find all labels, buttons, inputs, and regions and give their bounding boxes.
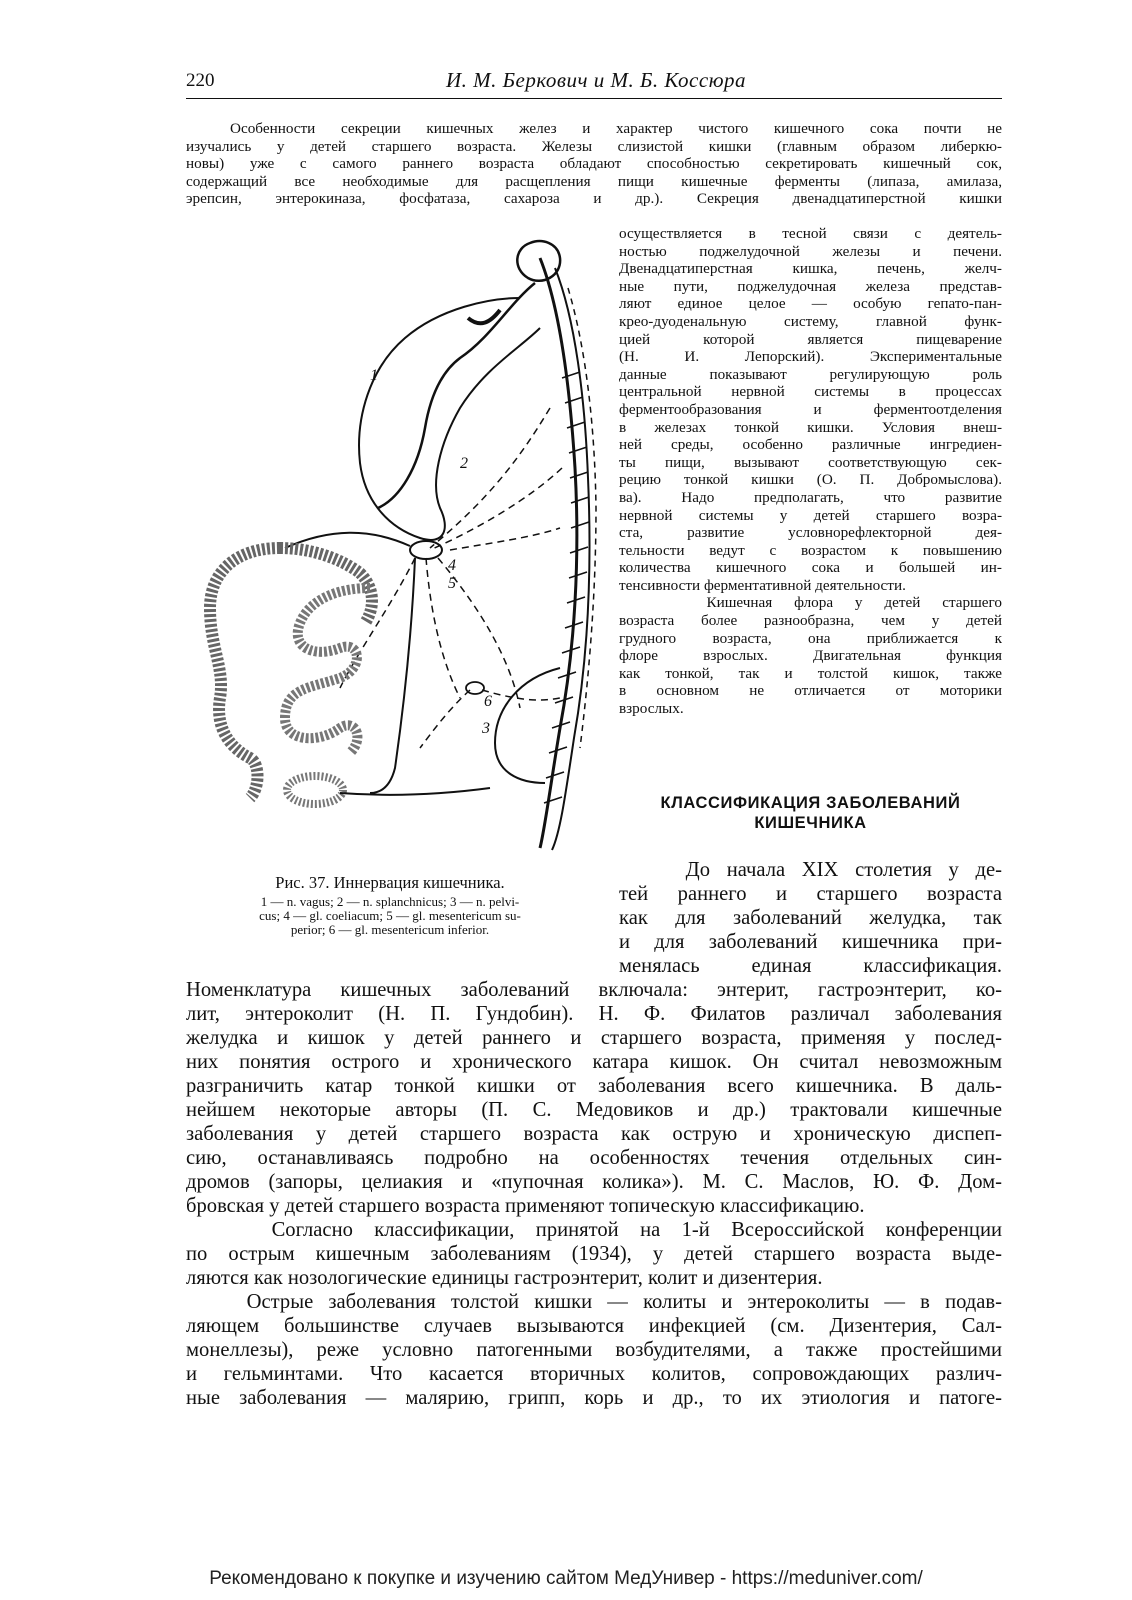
text-line: и гельминтами. Что касается вторичных колитов, сопровождающих различ- bbox=[186, 1363, 1002, 1385]
figure-label-6: 6 bbox=[484, 693, 492, 710]
text-line: новы) уже с самого раннего возраста обладают способностью секретировать кишечный сок, bbox=[186, 155, 1002, 173]
coeliac-ganglion bbox=[410, 541, 442, 559]
page-header bbox=[186, 66, 1002, 99]
text-line: них понятия острого и хронического катара кишок. Он считал невозможным bbox=[186, 1051, 1002, 1073]
text-line: ферментообразования и ферментоотделения bbox=[619, 400, 1002, 418]
text-line: ностью поджелудочной железы и печени. bbox=[619, 242, 1002, 260]
legend-line: cus; 4 — gl. coeliacum; 5 — gl. mesentericum su- bbox=[259, 908, 521, 923]
text-line: по острым кишечным заболеваниям (1934), у детей старшего возраста выде- bbox=[186, 1243, 1002, 1265]
legend-line: 1 — n. vagus; 2 — n. splanchnicus; 3 — n. pelvi- bbox=[260, 894, 520, 909]
innervation-figure bbox=[190, 228, 610, 868]
footer-note: Рекомендовано к покупке и изучению сайтом МедУнивер - https://meduniver.com/ bbox=[209, 1568, 923, 1589]
text-line: изучались у детей старшего возраста. Железы слизистой кишки (главным образом либеркю- bbox=[186, 137, 1002, 155]
text-line: Номенклатура кишечных заболеваний включала: энтерит, гастроэнтерит, ко- bbox=[186, 979, 1002, 1001]
text-line: рецию тонкой кишки (О. П. Добромыслова). bbox=[619, 471, 1002, 489]
small-intestine bbox=[285, 588, 370, 753]
text-line: тельности ведут с возрастом к повышению bbox=[619, 541, 1002, 559]
rectum bbox=[287, 776, 343, 804]
text-line: осуществляется в тесной связи с деятель- bbox=[619, 225, 1002, 242]
heading-line: КИШЕЧНИКА bbox=[754, 814, 867, 832]
text-line: сию, останавливаясь подробно на особенностях течения отдельных син- bbox=[186, 1147, 1002, 1169]
text-line: содержащий все необходимые для расщепления пищи кишечные ферменты (липаза, амилаза, bbox=[186, 172, 1002, 190]
legend-line: perior; 6 — gl. mesentericum inferior. bbox=[290, 922, 490, 937]
figure-label-3: 3 bbox=[482, 720, 490, 737]
text-line: дромов (запоры, целиакия и «пупочная колика»). М. С. Маслов, Ю. Ф. Дом- bbox=[186, 1171, 1002, 1193]
text-line: разграничить катар тонкой кишки от заболевания всего кишечника. В даль- bbox=[186, 1075, 1002, 1097]
text-line: грудного возраста, она приближается к bbox=[619, 629, 1002, 647]
text-line: Особенности секреции кишечных желез и характер чистого кишечного сока почти не bbox=[230, 120, 1002, 137]
text-line: центральной нервной системы в процессах bbox=[619, 383, 1002, 401]
text-line: в железах тонкой кишки. Условия внеш- bbox=[619, 418, 1002, 436]
text-line: количества кишечного сока и большей ин- bbox=[619, 559, 1002, 577]
text-line: как тонкой, так и толстой кишок, также bbox=[619, 664, 1002, 682]
text-line: данные показывают регулирующую роль bbox=[619, 365, 1002, 383]
text-line: ва). Надо предполагать, что развитие bbox=[619, 488, 1002, 506]
text-line: Двенадцатиперстная кишка, печень, желч- bbox=[619, 260, 1002, 278]
text-line: тей раннего и старшего возраста bbox=[619, 883, 1002, 905]
text-line: возраста более разнообразна, чем у детей bbox=[619, 612, 1002, 630]
text-line: Острые заболевания толстой кишки — колиты и энтероколиты — в подав- bbox=[186, 1291, 1002, 1313]
right-column-text bbox=[619, 225, 1002, 718]
text-line: Согласно классификации, принятой на 1-й Всероссийской конференции bbox=[186, 1219, 1002, 1241]
figure-label-2: 2 bbox=[460, 455, 468, 472]
text-line: (Н. И. Лепорский). Экспериментальные bbox=[619, 348, 1002, 366]
text-line: взрослых. bbox=[619, 700, 684, 718]
figure-label-1: 1 bbox=[370, 367, 378, 384]
brain-stem bbox=[517, 241, 560, 281]
vagus-nerve bbox=[378, 283, 535, 508]
text-line: монеллезы), реже условно патогенными возбудителями, а также простейшими bbox=[186, 1339, 1002, 1361]
colon bbox=[210, 548, 280, 798]
figure-label-5: 5 bbox=[448, 575, 456, 592]
page-number: 220 bbox=[186, 70, 215, 91]
text-line: и для заболеваний кишечника при- bbox=[619, 931, 1002, 953]
text-line: ляются как нозологические единицы гастроэнтерит, колит и дизентерия. bbox=[186, 1267, 823, 1289]
text-line: нервной системы у детей старшего возра- bbox=[619, 506, 1002, 524]
text-line: лит, энтероколит (Н. П. Гундобин). Н. Ф. Филатов различал заболевания bbox=[186, 1003, 1002, 1025]
section-heading bbox=[619, 793, 1002, 833]
text-line: крео-дуоденальную систему, главной функ- bbox=[619, 312, 1002, 330]
text-line: флоре взрослых. Двигательная функция bbox=[619, 647, 1002, 665]
main-body-text bbox=[186, 978, 1002, 1410]
text-line: как для заболеваний желудка, так bbox=[619, 907, 1002, 929]
text-line: До начала XIX столетия у де- bbox=[619, 859, 1002, 881]
text-line: ней среды, особенно различные ингредиен- bbox=[619, 436, 1002, 454]
text-line: ные заболевания — малярию, грипп, корь и др., то их этиология и патоге- bbox=[186, 1387, 1002, 1409]
text-line: ляющем большинстве случаев вызываются инфекцией (см. Дизентерия, Сал- bbox=[186, 1315, 1002, 1337]
text-line: цией которой является пищеварение bbox=[619, 330, 1002, 348]
heading-line: КЛАССИФИКАЦИЯ ЗАБОЛЕВАНИЙ bbox=[660, 794, 961, 812]
text-line: менялась единая классификация. bbox=[619, 955, 1002, 977]
text-line: тенсивности ферментативной деятельности. bbox=[619, 576, 906, 594]
text-line: ты пищи, вызывают соответствующую сек- bbox=[619, 453, 1002, 471]
mesenteric-inferior-ganglion bbox=[466, 682, 484, 694]
text-line: эрепсин, энтерокиназа, фосфатаза, сахароза и др.). Секреция двенадцатиперстной кишки bbox=[186, 190, 1002, 208]
text-line: в основном не отличается от моторики bbox=[619, 682, 1002, 700]
text-line: ста, развитие условнорефлекторной дея- bbox=[619, 524, 1002, 542]
text-line: ляют единое целое — особую гепато-пан- bbox=[619, 295, 1002, 313]
text-line: нейшем некоторые авторы (П. С. Медовиков и др.) трактовали кишечные bbox=[186, 1099, 1002, 1121]
running-title: И. М. Беркович и М. Б. Коссюра bbox=[446, 68, 746, 92]
text-line: желудка и кишок у детей раннего и старшего возраста, применяя у послед- bbox=[186, 1027, 1002, 1049]
text-line: ные пути, поджелудочная железа представ- bbox=[619, 277, 1002, 295]
pelvic-nerve bbox=[495, 668, 560, 783]
text-line: бровская у детей старшего возраста применяют топическую классификацию. bbox=[186, 1195, 865, 1217]
text-line: заболевания у детей старшего возраста как острую и хроническую диспеп- bbox=[186, 1123, 1002, 1145]
figure-caption-title: Рис. 37. Иннервация кишечника. bbox=[275, 873, 505, 892]
text-line: Кишечная флора у детей старшего bbox=[619, 594, 1002, 612]
right-column-body bbox=[619, 858, 1002, 978]
intro-paragraph bbox=[186, 120, 1002, 208]
figure-label-4: 4 bbox=[448, 557, 456, 574]
figure-caption-legend bbox=[190, 895, 590, 937]
splanchnic-nerve bbox=[430, 408, 550, 548]
